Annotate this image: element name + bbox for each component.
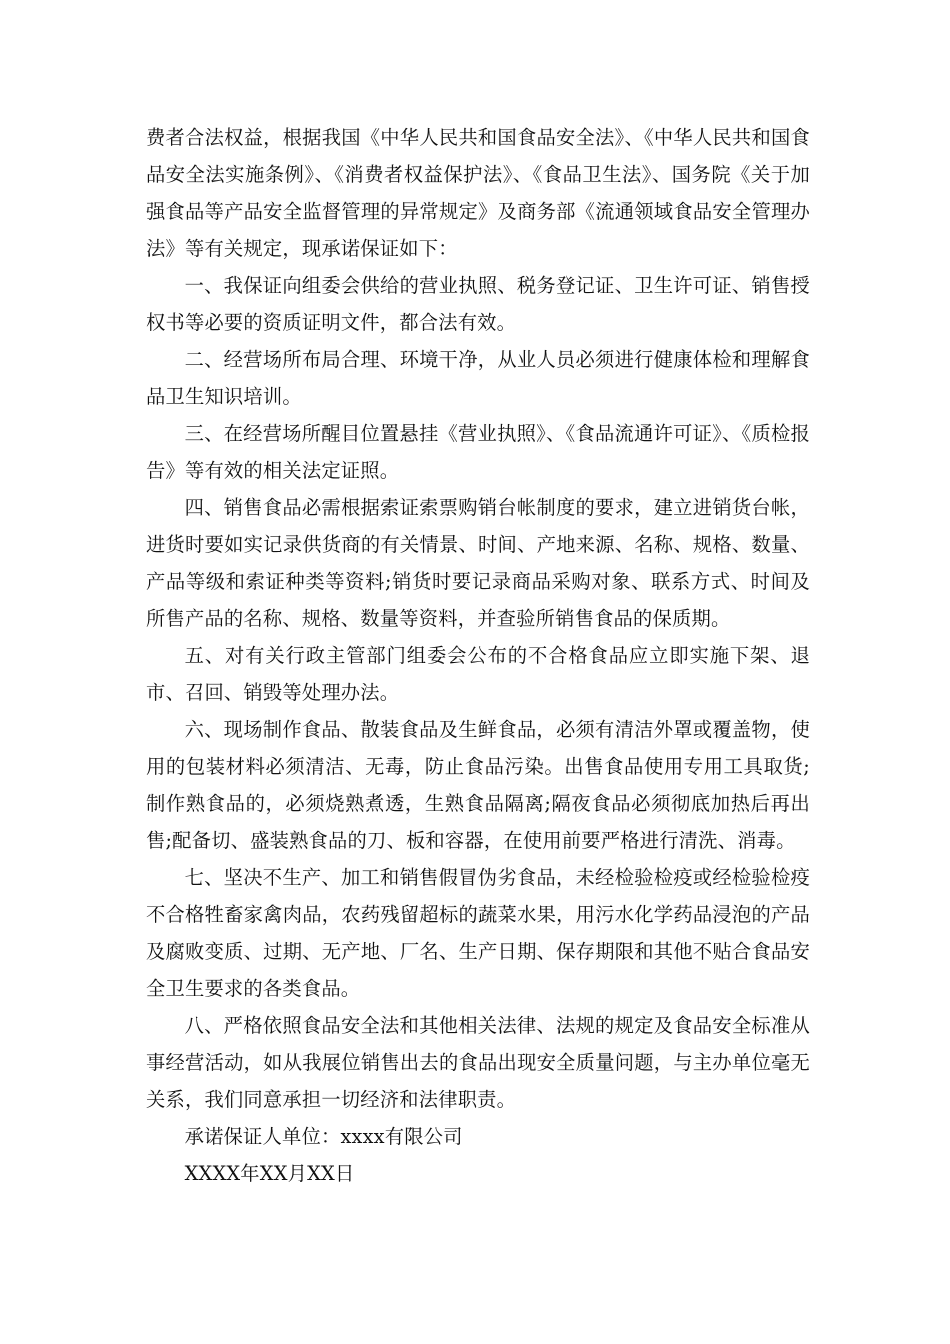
document-body [146,119,810,1192]
intro-paragraph: 费者合法权益，根据我国《中华人民共和国食品安全法》、《中华人民共和国食品安全法实施条例》、《消费者权益保护法》、《食品卫生法》、国务院《关于加强食品等产品安全监督管理的异常规定》及商务部《流通领域食品安全管理办法》等有关规定，现承诺保证如下： [146,126,810,260]
clause-4-paragraph: 四、销售食品必需根据索证索票购销台帐制度的要求，建立进销货台帐，进货时要如实记录供货商的有关情景、时间、产地来源、名称、规格、数量、产品等级和索证种类等资料;销货时要记录商品采购对象、联系方式、时间及所售产品的名称、规格、数量等资料，并查验所销售食品的保质期。 [146,496,810,630]
clause-2-paragraph: 二、经营场所布局合理、环境干净，从业人员必须进行健康体检和理解食品卫生知识培训。 [146,348,810,408]
clause-3-paragraph: 三、在经营场所醒目位置悬挂《营业执照》、《食品流通许可证》、《质检报告》等有效的相关法定证照。 [146,422,810,482]
clause-5-paragraph: 五、对有关行政主管部门组委会公布的不合格食品应立即实施下架、退市、召回、销毁等处理办法。 [146,644,810,704]
clause-1-paragraph: 一、我保证向组委会供给的营业执照、税务登记证、卫生许可证、销售授权书等必要的资质证明文件，都合法有效。 [146,274,810,334]
signatory-unit: 承诺保证人单位：xxxx有限公司 [184,1125,463,1148]
clause-7-paragraph: 七、坚决不生产、加工和销售假冒伪劣食品，未经检验检疫或经检验检疫不合格牲畜家禽肉品，农药残留超标的蔬菜水果，用污水化学药品浸泡的产品及腐败变质、过期、无产地、厂名、生产日期、保存期限和其他不贴合食品安全卫生要求的各类食品。 [146,866,810,1000]
clause-8-paragraph: 八、严格依照食品安全法和其他相关法律、法规的规定及食品安全标准从事经营活动，如从我展位销售出去的食品出现安全质量问题，与主办单位毫无关系，我们同意承担一切经济和法律职责。 [146,1014,810,1111]
clause-6-paragraph: 六、现场制作食品、散装食品及生鲜食品，必须有清洁外罩或覆盖物，使用的包装材料必须清洁、无毒，防止食品污染。出售食品使用专用工具取货;制作熟食品的，必须烧熟煮透，生熟食品隔离;隔夜食品必须彻底加热后再出售;配备切、盛装熟食品的刀、板和容器，在使用前要严格进行清洗、消毒。 [146,718,810,852]
signature-date: XXXX年XX月XX日 [184,1162,355,1185]
